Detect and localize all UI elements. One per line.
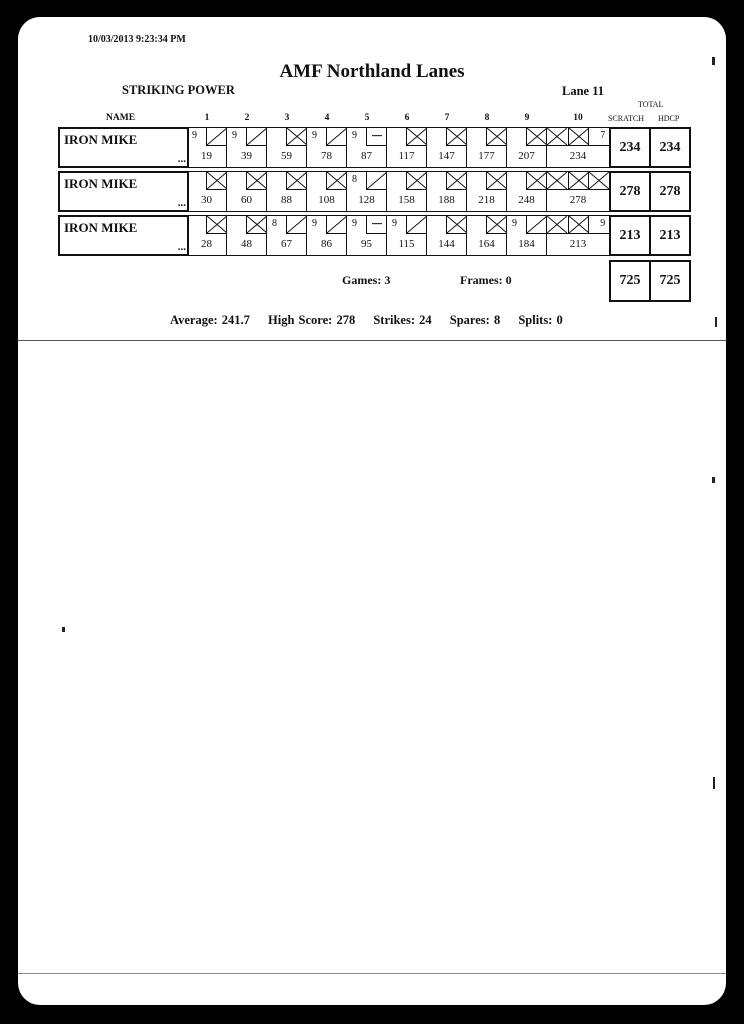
second-roll-box <box>286 128 307 146</box>
scan-speck <box>62 627 65 632</box>
tenth-roll-box <box>568 172 589 190</box>
strike-mark <box>447 216 467 233</box>
second-roll-box <box>486 216 507 234</box>
frame-cell <box>307 128 347 167</box>
name-header: NAME <box>106 113 136 123</box>
player-name: IRON MIKE <box>64 176 138 191</box>
strike-mark <box>487 128 507 145</box>
scan-speck <box>712 57 715 65</box>
strike-mark <box>327 172 347 189</box>
cumulative-score: 115 <box>398 238 415 250</box>
cumulative-score: 188 <box>438 194 455 206</box>
cumulative-score: 147 <box>438 150 455 162</box>
strike-mark <box>447 128 467 145</box>
strikes-stat: Strikes: 24 <box>373 313 432 327</box>
tenth-roll-box <box>588 216 609 234</box>
second-roll-box <box>246 216 267 234</box>
first-roll: 9 <box>232 130 237 141</box>
tenth-roll-box <box>568 128 589 146</box>
cumulative-score: 39 <box>241 150 252 162</box>
tenth-roll-box <box>547 128 568 146</box>
game-row <box>58 171 690 212</box>
frame-cell <box>507 128 547 167</box>
frame-number-header: 3 <box>284 113 290 123</box>
frame-cell <box>387 172 427 211</box>
high-score-stat: High Score: 278 <box>268 313 356 327</box>
divider-line <box>18 340 726 341</box>
frame-cell <box>267 128 307 167</box>
cumulative-score: 19 <box>201 150 212 162</box>
spare-mark <box>327 128 347 145</box>
frame-cell <box>507 216 547 255</box>
strike-mark <box>589 172 609 189</box>
frame-cell <box>187 172 227 211</box>
strike-mark <box>247 216 267 233</box>
cumulative-score: 144 <box>438 238 455 250</box>
more-indicator: ... <box>177 241 186 253</box>
spare-mark <box>287 216 307 233</box>
second-roll-box <box>286 172 307 190</box>
cumulative-score: 128 <box>358 194 375 206</box>
cumulative-score: 28 <box>201 238 212 250</box>
spare-mark <box>327 216 347 233</box>
frame-number-header: 6 <box>404 113 410 123</box>
frame-cell <box>267 216 307 255</box>
player-name: IRON MIKE <box>64 132 138 147</box>
strike-mark <box>487 216 507 233</box>
game-scratch-total: 278 <box>609 171 651 212</box>
frame-cell <box>467 172 507 211</box>
game-hdcp-total: 278 <box>649 171 691 212</box>
frame-cell <box>547 216 609 255</box>
cumulative-score: 59 <box>281 150 292 162</box>
cumulative-score: 158 <box>398 194 415 206</box>
scan-speck <box>715 317 717 327</box>
strike-mark <box>569 128 589 145</box>
cumulative-score: 177 <box>478 150 495 162</box>
cumulative-score: 278 <box>569 194 587 206</box>
frames-strip <box>187 127 610 168</box>
games-count: Games: 3 <box>342 273 391 287</box>
strike-mark <box>487 172 507 189</box>
second-roll-box <box>366 128 387 146</box>
frame-cell <box>387 216 427 255</box>
strike-mark <box>569 172 589 189</box>
second-roll-box <box>446 216 467 234</box>
scan-speck <box>713 777 715 789</box>
spare-mark <box>247 128 267 145</box>
scan-speck <box>712 477 715 483</box>
frame-cell <box>507 172 547 211</box>
second-roll-box <box>206 172 227 190</box>
frame-number-header: 9 <box>524 113 530 123</box>
first-roll: 9 <box>312 218 317 229</box>
frame-number-header: 5 <box>364 113 370 123</box>
cumulative-score: 67 <box>281 238 292 250</box>
strike-mark <box>407 128 427 145</box>
game-scratch-total: 234 <box>609 127 651 168</box>
frame-cell <box>347 128 387 167</box>
frame-cell <box>387 128 427 167</box>
score-sheet <box>18 17 726 1005</box>
frame-number-header: 7 <box>444 113 450 123</box>
frame-cell <box>427 128 467 167</box>
team-name: STRIKING POWER <box>122 83 235 97</box>
second-roll-box <box>326 216 347 234</box>
game-hdcp-total: 234 <box>649 127 691 168</box>
second-roll-box <box>406 216 427 234</box>
second-roll-box <box>206 128 227 146</box>
tenth-roll-box <box>547 172 568 190</box>
miss-mark <box>367 128 387 145</box>
second-roll-box <box>486 128 507 146</box>
cumulative-score: 87 <box>361 150 372 162</box>
spare-mark <box>407 216 427 233</box>
frame-cell <box>267 172 307 211</box>
first-roll: 9 <box>352 130 357 141</box>
frame-cell <box>307 172 347 211</box>
cumulative-score: 48 <box>241 238 252 250</box>
frame-cell <box>467 216 507 255</box>
bottom-divider-line <box>18 973 726 974</box>
second-roll-box <box>326 172 347 190</box>
second-roll-box <box>526 128 547 146</box>
strike-mark <box>547 216 567 233</box>
second-roll-box <box>246 128 267 146</box>
average-stat: Average: 241.7 <box>170 313 250 327</box>
frame-cell <box>427 216 467 255</box>
second-roll-box <box>366 172 387 190</box>
strike-mark <box>207 216 227 233</box>
frame-cell <box>547 128 609 167</box>
more-indicator: ... <box>177 197 186 209</box>
first-roll: 9 <box>352 218 357 229</box>
strike-mark <box>247 172 267 189</box>
first-roll: 8 <box>272 218 277 229</box>
second-roll-box <box>446 172 467 190</box>
second-roll-box <box>366 216 387 234</box>
series-scratch-total: 725 <box>609 260 651 302</box>
second-roll-box <box>446 128 467 146</box>
scratch-header: SCRATCH <box>608 114 645 123</box>
second-roll-box <box>486 172 507 190</box>
frame-cell <box>307 216 347 255</box>
strike-mark <box>527 172 547 189</box>
second-roll-box <box>326 128 347 146</box>
game-row <box>58 127 690 168</box>
strike-mark <box>287 172 307 189</box>
strike-mark <box>547 172 567 189</box>
cumulative-score: 248 <box>518 194 535 206</box>
strike-mark <box>547 128 567 145</box>
strike-mark <box>569 216 589 233</box>
second-roll-box <box>406 128 427 146</box>
second-roll-box <box>206 216 227 234</box>
hdcp-header: HDCP <box>658 114 680 123</box>
frame-number-header: 4 <box>324 113 330 123</box>
player-name-box <box>58 215 189 256</box>
cumulative-score: 30 <box>201 194 212 206</box>
cumulative-score: 78 <box>321 150 332 162</box>
frame-cell <box>347 216 387 255</box>
cumulative-score: 88 <box>281 194 292 206</box>
cumulative-score: 117 <box>398 150 415 162</box>
frame-number-header: 2 <box>244 113 250 123</box>
cumulative-score: 218 <box>478 194 495 206</box>
lane-number: Lane 11 <box>562 84 605 98</box>
frame-cell <box>227 172 267 211</box>
strike-mark <box>207 172 227 189</box>
tenth-roll-box <box>547 216 568 234</box>
frame-cell <box>187 216 227 255</box>
cumulative-score: 164 <box>478 238 495 250</box>
strike-mark <box>447 172 467 189</box>
splits-stat: Splits: 0 <box>518 313 563 327</box>
cumulative-score: 108 <box>318 194 335 206</box>
cumulative-score: 184 <box>518 238 535 250</box>
game-hdcp-total: 213 <box>649 215 691 256</box>
miss-mark <box>367 216 387 233</box>
first-roll: 9 <box>192 130 197 141</box>
cumulative-score: 234 <box>569 150 587 162</box>
second-roll-box <box>526 172 547 190</box>
player-name-box <box>58 171 189 212</box>
frames-strip <box>187 171 610 212</box>
frame-cell <box>227 128 267 167</box>
strike-mark <box>287 128 307 145</box>
center-name: AMF Northland Lanes <box>279 61 465 82</box>
tenth-roll-count: 9 <box>600 218 606 229</box>
spare-mark <box>367 172 387 189</box>
series-hdcp-total: 725 <box>649 260 691 302</box>
frame-cell <box>227 216 267 255</box>
second-roll-box <box>286 216 307 234</box>
spare-mark <box>207 128 227 145</box>
spare-mark <box>527 216 547 233</box>
second-roll-box <box>246 172 267 190</box>
more-indicator: ... <box>177 153 186 165</box>
cumulative-score: 86 <box>321 238 332 250</box>
frames-strip <box>187 215 610 256</box>
frame-cell <box>347 172 387 211</box>
game-row <box>58 215 690 256</box>
tenth-roll-box <box>588 172 609 190</box>
player-name-box <box>58 127 189 168</box>
frame-number-header: 10 <box>573 113 583 123</box>
first-roll: 9 <box>312 130 317 141</box>
tenth-roll-box <box>588 128 609 146</box>
tenth-roll-box <box>568 216 589 234</box>
tenth-roll-count: 7 <box>600 130 606 141</box>
second-roll-box <box>526 216 547 234</box>
frame-cell <box>427 172 467 211</box>
frames-count: Frames: 0 <box>460 273 512 287</box>
cumulative-score: 95 <box>361 238 372 250</box>
summary-stats <box>170 313 577 328</box>
first-roll: 9 <box>512 218 517 229</box>
frame-cell <box>547 172 609 211</box>
print-timestamp: 10/03/2013 9:23:34 PM <box>88 34 186 45</box>
frame-number-header: 1 <box>204 113 210 123</box>
game-scratch-total: 213 <box>609 215 651 256</box>
first-roll: 9 <box>392 218 397 229</box>
player-name: IRON MIKE <box>64 220 138 235</box>
frame-cell <box>187 128 227 167</box>
first-roll: 8 <box>352 174 357 185</box>
strike-mark <box>407 172 427 189</box>
frame-number-header: 8 <box>484 113 490 123</box>
cumulative-score: 60 <box>241 194 252 206</box>
total-label: TOTAL <box>638 100 664 109</box>
spares-stat: Spares: 8 <box>449 313 501 327</box>
cumulative-score: 207 <box>518 150 535 162</box>
cumulative-score: 213 <box>569 238 587 250</box>
frame-cell <box>467 128 507 167</box>
second-roll-box <box>406 172 427 190</box>
strike-mark <box>527 128 547 145</box>
